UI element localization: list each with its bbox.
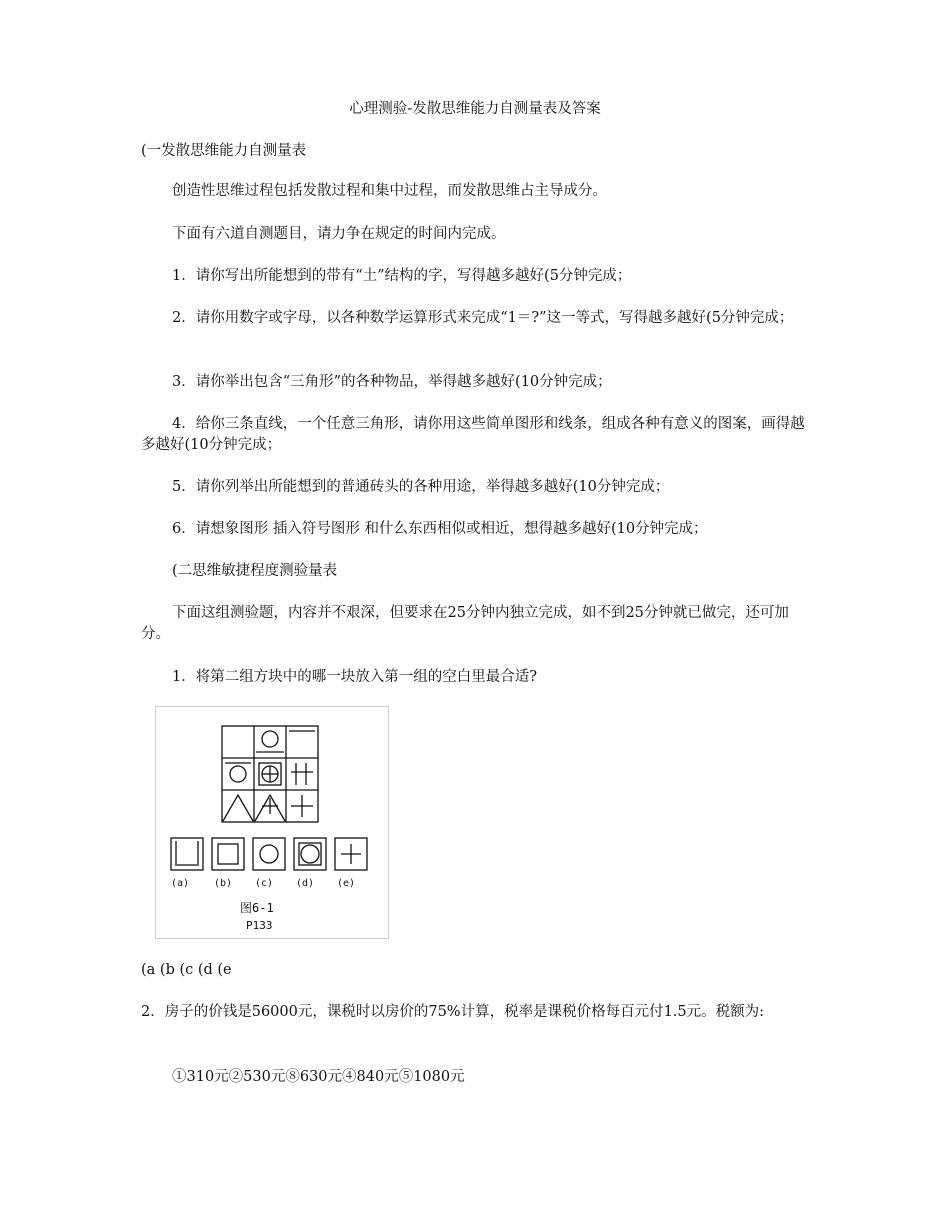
section1-heading: (一发散思维能力自测量表 xyxy=(141,143,307,159)
question-item-2: 2．请你用数字或字母，以各种数学运算形式来完成“1＝?”这一等式，写得越多越好(5分钟完成； xyxy=(172,310,794,326)
section2-intro: 下面这组测验题，内容并不艰深，但要求在25分钟内独立完成，如不到25分钟就已做完，还可加分。 xyxy=(141,605,789,642)
question-item-1: 1．请你写出所能想到的带有“土”结构的字，写得越多越好(5分钟完成； xyxy=(172,268,632,284)
question-item-3: 3．请你举出包含“三角形”的各种物品，举得越多越好(10分钟完成； xyxy=(172,374,612,390)
option-b-box xyxy=(212,838,244,870)
question-2-1: 1．将第二组方块中的哪一块放入第一组的空白里最合适? xyxy=(172,669,537,685)
puzzle-figure-svg xyxy=(156,707,388,938)
option-label-d: (d) xyxy=(296,878,315,889)
section2-heading: (二思维敏捷程度测验量表 xyxy=(172,563,338,579)
question-1-options: (a (b (c (d (e xyxy=(141,962,232,978)
option-label-c: (c) xyxy=(255,878,274,889)
document-title: 心理测验-发散思维能力自测量表及答案 xyxy=(349,101,601,117)
figure-caption: 图6-1 xyxy=(240,901,274,915)
option-label-a: (a) xyxy=(171,878,190,889)
option-label-e: (e) xyxy=(337,878,356,889)
option-label-b: (b) xyxy=(214,878,233,889)
question-2-2: 2．房子的价钱是56000元，课税时以房价的75%计算，税率是课税价格每百元付1.5元。税额为: xyxy=(141,1004,765,1020)
option-c-box xyxy=(253,838,285,870)
question-2-2-options: ①310元②530元⑧630元④840元⑤1080元 xyxy=(172,1069,465,1085)
section1-intro-1: 创造性思维过程包括发散过程和集中过程，而发散思维占主导成分。 xyxy=(172,183,607,199)
circle-shape xyxy=(262,731,278,747)
question-item-6: 6．请想象图形 插入符号图形 和什么东西相似或相近，想得越多越好(10分钟完成； xyxy=(172,521,708,537)
section1-intro-2: 下面有六道自测题目，请力争在规定的时间内完成。 xyxy=(172,226,506,242)
figure-page-number: P133 xyxy=(246,919,273,932)
question-item-5: 5．请你列举出所能想到的普通砖头的各种用途，举得越多越好(10分钟完成； xyxy=(172,479,670,495)
question-item-4: 4．给你三条直线，一个任意三角形，请你用这些简单图形和线条，组成各种有意义的图案，画得越多越好(10分钟完成； xyxy=(141,416,805,453)
figure-6-1 xyxy=(155,706,389,939)
